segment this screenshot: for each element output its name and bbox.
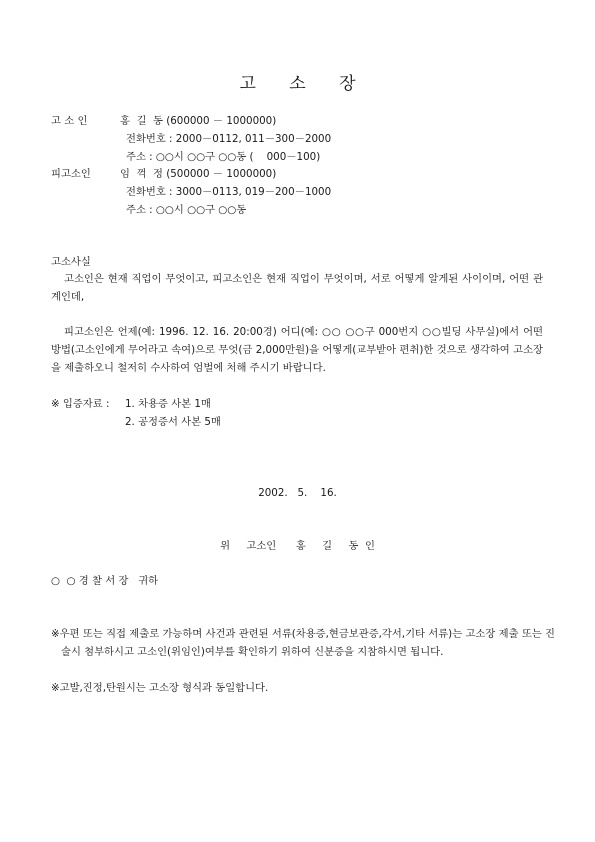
note-1: ※우편 또는 직접 제출로 가능하며 사건과 관련된 서류(차용증,현금보관증,각서,기타 서류)는 고소장 제출 또는 진술시 첨부하시고 고소인(위임인)여부를 확인하기 위하여 신분증을 지참하시면 됩니다. [51,628,555,658]
accused-name: 임 꺽 정 (500000 － 1000000) [120,168,277,180]
addressee: ○ ○ 경 찰 서 장 귀하 [51,575,159,587]
facts-heading: 고소사실 [51,256,91,268]
note-2: ※고발,진정,탄원시는 고소장 형식과 동일합니다. [51,682,269,694]
evidence-item-2: 2. 공정증서 사본 5매 [125,416,221,428]
complainant-label: 고 소 인 [51,115,88,127]
complainant-name: 홍 길 동 (600000 － 1000000) [120,115,277,127]
document-date: 2002. 5. 16. [258,487,337,499]
complainant-phone: 전화번호 : 2000－0112, 011－300－2000 [126,133,332,145]
page-title: 고 소 장 [239,74,370,94]
facts-paragraph-1: 고소인은 현재 직업이 무엇이고, 피고소인은 현재 직업이 무엇이며, 서로 어떻게 알게된 사이이며, 어떤 관계인데, [51,273,543,303]
accused-phone: 전화번호 : 3000－0113, 019－200－1000 [126,186,332,198]
accused-address: 주소 : ○○시 ○○구 ○○동 [126,204,247,216]
complainant-address: 주소 : ○○시 ○○구 ○○동 ( 000－100) [126,151,321,163]
evidence-item-1: 1. 차용증 사본 1매 [125,398,211,410]
evidence-label: ※ 입증자료 : [51,398,113,410]
signature-line: 위 고소인 홍 길 동 인 [220,540,375,552]
accused-label: 피고소인 [51,168,91,180]
facts-paragraph-2: 피고소인은 언제(예: 1996. 12. 16. 20:00경) 어디(예: ○○ ○○구 000번지 ○○빌딩 사무실)에서 어떤 방법(고소인에게 무어라고 속여)으로 무엇(금 2,000만원)을 어떻게(교부받아 편취)한 것으로 생각하여 고소장을 제출하오니 철저히 수사하여 엄벌에 처해 주시기 바랍니다. [51,326,543,374]
